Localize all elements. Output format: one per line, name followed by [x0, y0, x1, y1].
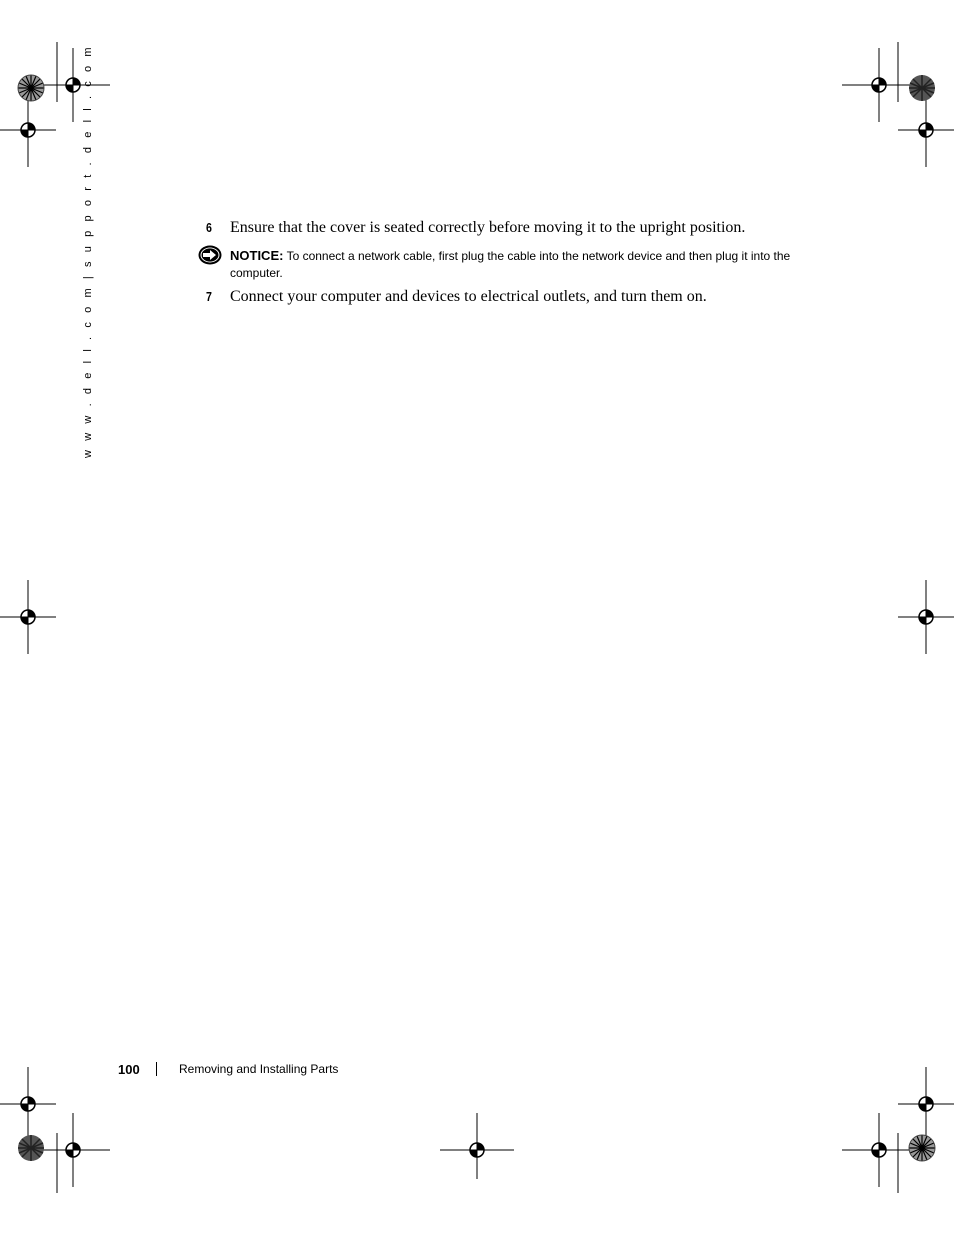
- registration-mark-icon: [36, 1113, 110, 1187]
- step-7: [206, 288, 707, 306]
- color-wheel-icon: [909, 75, 935, 101]
- step-number: 7: [206, 289, 212, 304]
- registration-mark-icon: [842, 1113, 916, 1187]
- step-6: [206, 219, 745, 237]
- footer-section-title: Removing and Installing Parts: [179, 1062, 339, 1076]
- registration-mark-icon: [842, 48, 916, 122]
- registration-mark-icon: [898, 1067, 954, 1141]
- registration-mark-icon: [898, 580, 954, 654]
- registration-mark-icon: [0, 580, 56, 654]
- step-text: Ensure that the cover is seated correctly before moving it to the upright position.: [230, 219, 746, 236]
- notice-text: [230, 247, 815, 282]
- step-text: Connect your computer and devices to electrical outlets, and turn them on.: [230, 288, 707, 305]
- registration-mark-icon: [36, 48, 110, 122]
- step-number: 6: [206, 220, 212, 235]
- footer-divider: [156, 1062, 157, 1076]
- page-number: 100: [118, 1062, 140, 1077]
- color-wheel-icon: [18, 1135, 44, 1161]
- notice-label: NOTICE:: [230, 248, 284, 263]
- notice-body: To connect a network cable, first plug the cable into the network device and then plug it into the computer.: [230, 249, 791, 280]
- registration-mark-icon: [0, 1067, 56, 1141]
- registration-mark-icon: [440, 1113, 514, 1179]
- notice-arrow-icon: [198, 245, 222, 265]
- registration-mark-icon: [0, 93, 56, 167]
- sidebar-url: w w w . d e l l . c o m | s u p p o r t . d e l l . c o m: [82, 44, 94, 458]
- color-wheel-icon: [18, 75, 44, 101]
- color-wheel-icon: [909, 1135, 935, 1161]
- registration-mark-icon: [898, 93, 954, 167]
